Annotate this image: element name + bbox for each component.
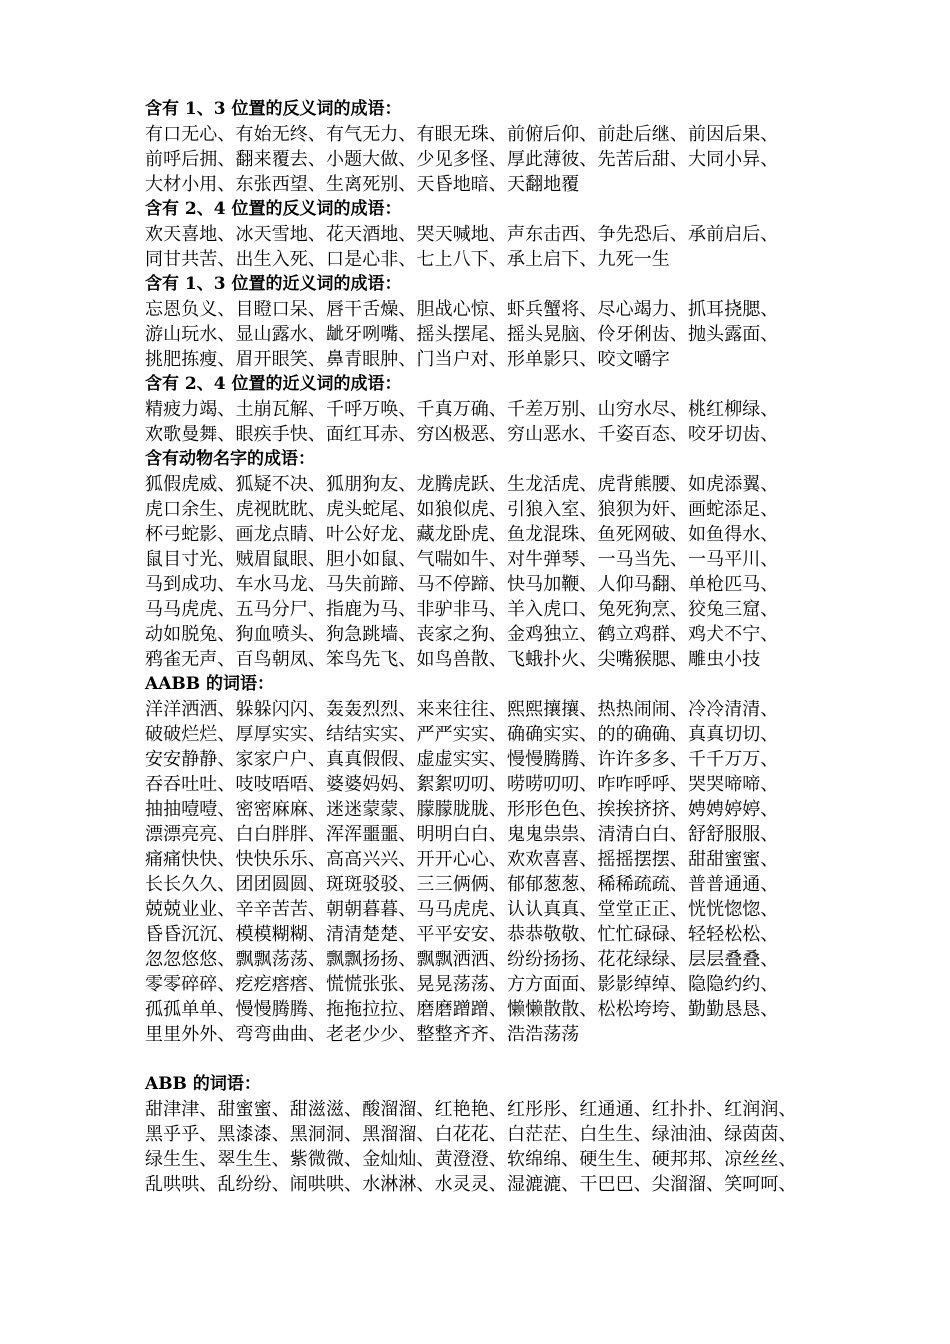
section-heading: AABB 的词语： <box>145 674 275 694</box>
section-antonym-2-4 <box>145 197 845 272</box>
text-line: 乱哄哄、乱纷纷、闹哄哄、水淋淋、水灵灵、湿漉漉、干巴巴、尖溜溜、笑呵呵、 <box>145 1174 797 1195</box>
text-line: 杯弓蛇影、画龙点睛、叶公好龙、藏龙卧虎、鱼龙混珠、鱼死网破、如鱼得水、 <box>145 524 779 545</box>
section-heading: 含有动物名字的成语： <box>145 449 315 469</box>
document-body <box>145 97 845 1197</box>
text-line: 忽忽悠悠、飘飘荡荡、飘飘扬扬、飘飘洒洒、纷纷扬扬、花花绿绿、层层叠叠、 <box>145 949 779 970</box>
section-animal-idioms <box>145 447 845 672</box>
text-line: 欢天喜地、冰天雪地、花天酒地、哭天喊地、声东击西、争先恐后、承前启后、 <box>145 224 779 245</box>
text-line: 动如脱兔、狗血喷头、狗急跳墙、丧家之狗、金鸡独立、鹤立鸡群、鸡犬不宁、 <box>145 624 779 645</box>
text-line: 马到成功、车水马龙、马失前蹄、马不停蹄、快马加鞭、人仰马翻、单枪匹马、 <box>145 574 779 595</box>
text-line: 零零碎碎、疙疙瘩瘩、慌慌张张、晃晃荡荡、方方面面、影影绰绰、隐隐约约、 <box>145 974 779 995</box>
text-line: 孤孤单单、慢慢腾腾、拖拖拉拉、磨磨蹭蹭、懒懒散散、松松垮垮、勤勤恳恳、 <box>145 999 779 1020</box>
text-line: 马马虎虎、五马分尸、指鹿为马、非驴非马、羊入虎口、兔死狗烹、狡兔三窟、 <box>145 599 779 620</box>
text-line: 欢歌曼舞、眼疾手快、面红耳赤、穷凶极恶、穷山恶水、千姿百态、咬牙切齿、 <box>145 424 779 445</box>
text-line: 黑乎乎、黑漆漆、黑洞洞、黑溜溜、白花花、白茫茫、白生生、绿油油、绿茵茵、 <box>145 1124 797 1145</box>
text-line: 狐假虎威、狐疑不决、狐朋狗友、龙腾虎跃、生龙活虎、虎背熊腰、如虎添翼、 <box>145 474 779 495</box>
section-heading: 含有 1、3 位置的反义词的成语： <box>145 99 402 119</box>
text-line: 破破烂烂、厚厚实实、结结实实、严严实实、确确实实、的的确确、真真切切、 <box>145 724 779 745</box>
text-line: 昏昏沉沉、模模糊糊、清清楚楚、平平安安、恭恭敬敬、忙忙碌碌、轻轻松松、 <box>145 924 779 945</box>
section-synonym-1-3 <box>145 272 845 372</box>
text-line: 兢兢业业、辛辛苦苦、朝朝暮暮、马马虎虎、认认真真、堂堂正正、恍恍惚惚、 <box>145 899 779 920</box>
text-line: 抽抽噎噎、密密麻麻、迷迷蒙蒙、朦朦胧胧、形形色色、挨挨挤挤、娉娉婷婷、 <box>145 799 779 820</box>
text-line: 鸦雀无声、百鸟朝凤、笨鸟先飞、如鸟兽散、飞蛾扑火、尖嘴猴腮、雕虫小技 <box>145 649 761 670</box>
text-line: 洋洋洒洒、躲躲闪闪、轰轰烈烈、来来往往、熙熙攘攘、热热闹闹、冷冷清清、 <box>145 699 779 720</box>
text-line: 甜津津、甜蜜蜜、甜滋滋、酸溜溜、红艳艳、红彤彤、红通通、红扑扑、红润润、 <box>145 1099 797 1120</box>
text-line: 长长久久、团团圆圆、斑斑驳驳、三三俩俩、郁郁葱葱、稀稀疏疏、普普通通、 <box>145 874 779 895</box>
text-line: 同甘共苦、出生入死、口是心非、七上八下、承上启下、九死一生 <box>145 249 670 270</box>
section-antonym-1-3 <box>145 97 845 197</box>
text-line: 大材小用、东张西望、生离死别、天昏地暗、天翻地覆 <box>145 174 580 195</box>
section-aabb-words <box>145 672 845 1047</box>
text-line: 吞吞吐吐、吱吱唔唔、婆婆妈妈、絮絮叨叨、唠唠叨叨、咋咋呼呼、哭哭啼啼、 <box>145 774 779 795</box>
text-line: 漂漂亮亮、白白胖胖、浑浑噩噩、明明白白、鬼鬼祟祟、清清白白、舒舒服服、 <box>145 824 779 845</box>
text-line: 挑肥拣瘦、眉开眼笑、鼻青眼肿、门当户对、形单影只、咬文嚼字 <box>145 349 670 370</box>
section-heading: 含有 2、4 位置的近义词的成语： <box>145 374 402 394</box>
section-heading: ABB 的词语： <box>145 1074 261 1094</box>
section-heading: 含有 2、4 位置的反义词的成语： <box>145 199 402 219</box>
section-heading: 含有 1、3 位置的近义词的成语： <box>145 274 402 294</box>
text-line: 里里外外、弯弯曲曲、老老少少、整整齐齐、浩浩荡荡 <box>145 1024 580 1045</box>
blank-line <box>145 1047 845 1072</box>
text-line: 前呼后拥、翻来覆去、小题大做、少见多怪、厚此薄彼、先苦后甜、大同小异、 <box>145 149 779 170</box>
text-line: 安安静静、家家户户、真真假假、虚虚实实、慢慢腾腾、许许多多、千千万万、 <box>145 749 779 770</box>
text-line: 忘恩负义、目瞪口呆、唇干舌燥、胆战心惊、虾兵蟹将、尽心竭力、抓耳挠腮、 <box>145 299 779 320</box>
text-line: 鼠目寸光、贼眉鼠眼、胆小如鼠、气喘如牛、对牛弹琴、一马当先、一马平川、 <box>145 549 779 570</box>
text-line: 痛痛快快、快快乐乐、高高兴兴、开开心心、欢欢喜喜、摇摇摆摆、甜甜蜜蜜、 <box>145 849 779 870</box>
section-abb-words <box>145 1072 845 1197</box>
section-synonym-2-4 <box>145 372 845 447</box>
text-line: 游山玩水、显山露水、龇牙咧嘴、摇头摆尾、摇头晃脑、伶牙俐齿、抛头露面、 <box>145 324 779 345</box>
text-line: 精疲力竭、土崩瓦解、千呼万唤、千真万确、千差万别、山穷水尽、桃红柳绿、 <box>145 399 779 420</box>
text-line: 虎口余生、虎视眈眈、虎头蛇尾、如狼似虎、引狼入室、狼狈为奸、画蛇添足、 <box>145 499 779 520</box>
text-line: 有口无心、有始无终、有气无力、有眼无珠、前俯后仰、前赴后继、前因后果、 <box>145 124 779 145</box>
text-line: 绿生生、翠生生、紫微微、金灿灿、黄澄澄、软绵绵、硬生生、硬邦邦、凉丝丝、 <box>145 1149 797 1170</box>
